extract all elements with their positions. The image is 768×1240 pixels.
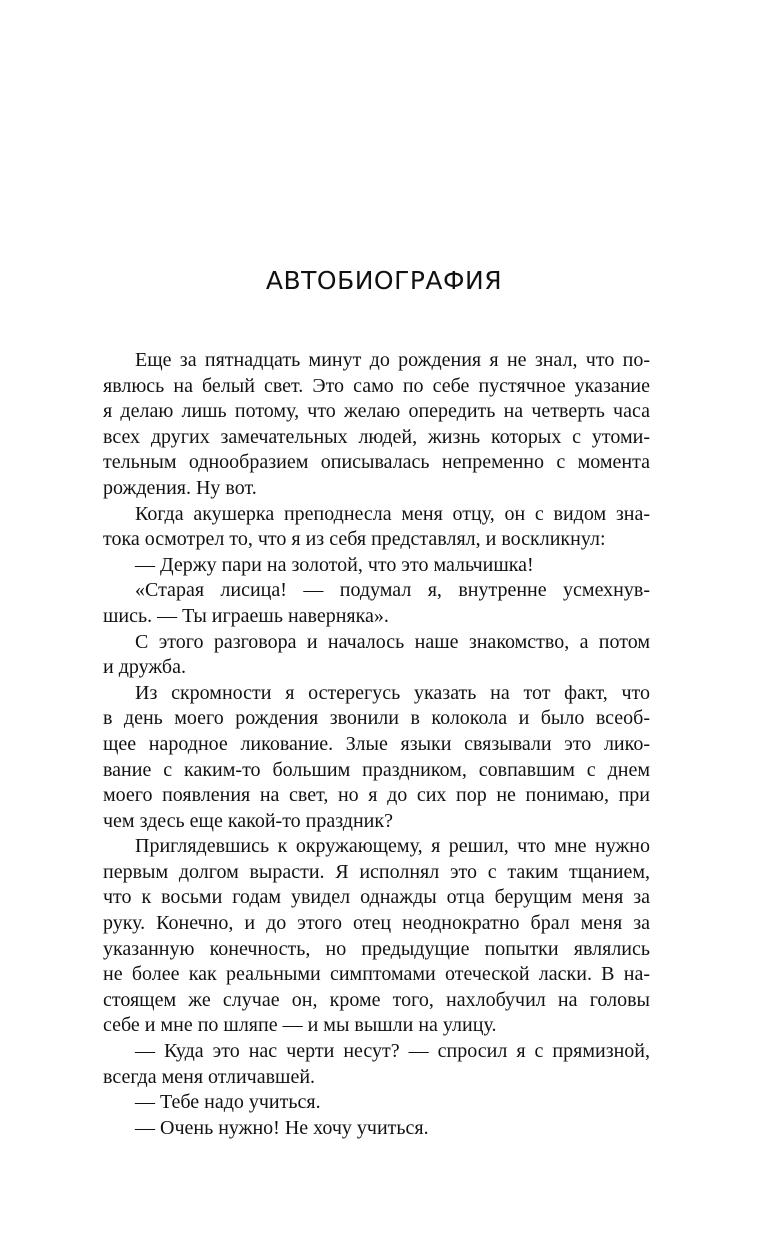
- text-line: в день моего рождения звонили в колокола и было всеоб-: [103, 707, 650, 730]
- text-line: Еще за пятнадцать минут до рождения я не знал, что по-: [135, 349, 650, 371]
- text-line: тельным однообразием описывалась непременно с момента: [103, 451, 650, 474]
- text-line: Приглядевшись к окружающему, я решил, что мне нужно: [135, 835, 650, 858]
- text-line: — Тебе надо учиться.: [135, 1091, 321, 1114]
- paragraph: [103, 630, 650, 681]
- text-line: стоящем же случае он, кроме того, нахлобучил на головы: [103, 988, 650, 1011]
- paragraph: [103, 681, 650, 835]
- paragraph: [103, 502, 650, 553]
- text-line: всегда меня отличавшей.: [103, 1065, 316, 1088]
- paragraph: [103, 1090, 650, 1116]
- text-line: и дружба.: [103, 656, 186, 679]
- paragraph: [103, 348, 650, 502]
- text-line: моего появления на свет, но я до сих пор не понимаю, при: [103, 784, 650, 807]
- text-line: — Очень нужно! Не хочу учиться.: [135, 1116, 429, 1139]
- text-line: «Старая лисица! — подумал я, внутренне усмехнув-: [135, 579, 650, 602]
- text-line: указанную конечность, но предыдущие попытки являлись: [103, 937, 650, 960]
- text-line: себе и мне по шляпе — и мы вышли на улицу.: [103, 1014, 497, 1037]
- paragraph: [103, 1116, 650, 1142]
- text-line: Из скромности я остерегусь указать на тот факт, что: [135, 681, 650, 704]
- text-line: С этого разговора и началось наше знакомство, а потом: [135, 630, 650, 653]
- text-line: вание с каким-то большим праздником, совпавшим с днем: [103, 758, 650, 781]
- text-line: — Куда это нас черти несут? — спросил я с прямизной,: [135, 1040, 650, 1063]
- text-line: шись. — Ты играешь наверняка».: [103, 604, 389, 627]
- text-line: явлюсь на белый свет. Это само по себе пустячное указание: [103, 374, 650, 397]
- text-line: тока осмотрел то, что я из себя представлял, и воскликнул:: [103, 528, 606, 551]
- body-text: [103, 348, 650, 1141]
- text-line: что к восьми годам увидел однажды отца берущим меня за: [103, 886, 650, 909]
- text-line: рождения. Ну вот.: [103, 476, 257, 499]
- chapter-title: АВТОБИОГРАФИЯ: [265, 266, 503, 295]
- text-line: чем здесь еще какой-то праздник?: [103, 809, 393, 832]
- text-line: я делаю лишь потому, что желаю опередить на четверть часа: [103, 400, 650, 423]
- text-line: всех других замечательных людей, жизнь которых с утоми-: [103, 425, 650, 448]
- text-line: щее народное ликование. Злые языки связывали это лико-: [103, 732, 650, 755]
- text-line: руку. Конечно, и до этого отец неоднократно брал меня за: [103, 912, 650, 935]
- paragraph: [103, 578, 650, 629]
- paragraph: [103, 834, 650, 1039]
- text-line: не более как реальными симптомами отеческой ласки. В на-: [103, 963, 650, 986]
- paragraph: [103, 1039, 650, 1090]
- text-line: первым долгом вырасти. Я исполнял это с таким тщанием,: [103, 860, 650, 883]
- paragraph: [103, 553, 650, 579]
- text-line: Когда акушерка преподнесла меня отцу, он с видом зна-: [135, 502, 650, 525]
- text-line: — Держу пари на золотой, что это мальчишка!: [135, 553, 534, 576]
